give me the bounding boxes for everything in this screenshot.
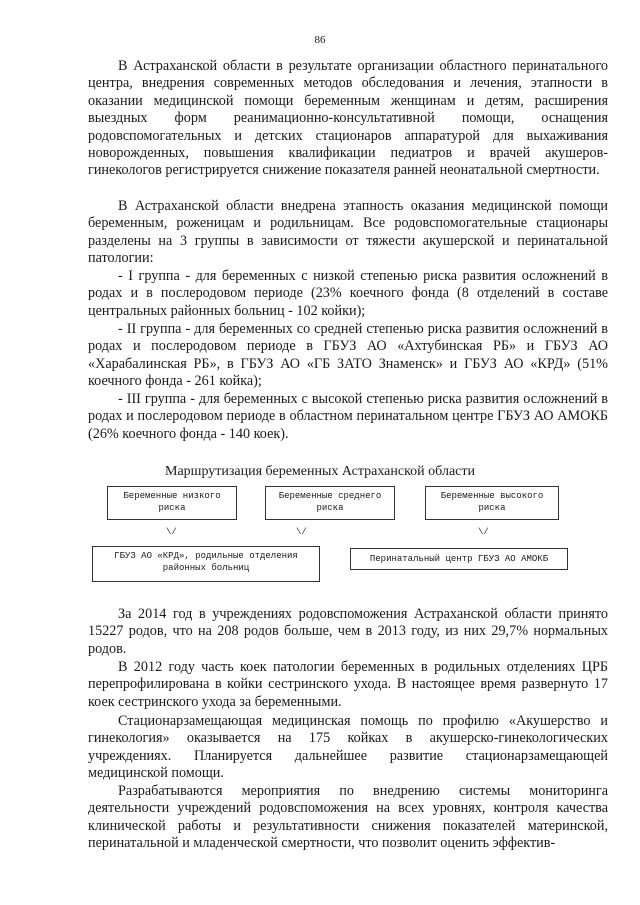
paragraph-intro: В Астраханской области в результате организации областного перинатального центра, внедрения современных методов обследования и лечения, этапности в оказании медицинской помощи беременным женщинам и детям, расширения выездных форм реанимационно-консультативной помощи, оснащения родовспомогательных и детских стационаров аппаратурой для выхаживания новорожденных, повышения квалификации педиатров и врачей акушеров-гинекологов регистрируется снижение показателя ранней неонатальной смертности.	[88, 58, 608, 179]
arrow-mid: \/	[296, 527, 307, 537]
arrow-high: \/	[478, 527, 489, 537]
paragraph-group-1: - I группа - для беременных с низкой степенью риска развития осложнений в родах и в послеродовом периоде (23% коечного фонда (8 отделений в составе центральных районных больниц - 102 койки);	[88, 268, 608, 319]
paragraph-day-care: Стационарзамещающая медицинская помощь по профилю «Акушерство и гинекология» оказывается на 175 койках в акушерско-гинекологических учреждениях. Планируется дальнейшее развитие стационарзамещающей медицинской помощи.	[88, 713, 608, 782]
arrow-low: \/	[166, 527, 177, 537]
paragraph-group-2: - II группа - для беременных со средней степенью риска развития осложнений в родах и послеродовом периоде в ГБУЗ АО «Ахтубинская РБ» и ГБУЗ АО «Харабалинская РБ», в ГБУЗ АО «ГБ ЗАТО Знаменск» и ГБУЗ АО «КРД» (51% коечного фонда - 261 койка);	[88, 321, 608, 390]
paragraph-group-3: - III группа - для беременных с высокой степенью риска развития осложнений в родах и послеродовом периоде в областном перинатальном центре ГБУЗ АО АМОКБ (26% коечного фонда - 140 коек).	[88, 391, 608, 442]
box-krd-district: ГБУЗ АО «КРД», родильные отделения районных больниц	[92, 546, 320, 582]
box-perinatal-center: Перинатальный центр ГБУЗ АО АМОКБ	[350, 548, 568, 570]
paragraph-nursing-beds: В 2012 году часть коек патологии беременных в родильных отделениях ЦРБ перепрофилирована в койки сестринского ухода. В настоящее время развернуто 17 коек сестринского ухода за беременными.	[88, 659, 608, 710]
box-low-risk: Беременные низкого риска	[107, 486, 237, 520]
page-number: 86	[314, 34, 326, 46]
box-medium-risk: Беременные среднего риска	[265, 486, 395, 520]
paragraph-births-2014: За 2014 год в учреждениях родовспоможения Астраханской области принято 15227 родов, что на 208 родов больше, чем в 2013 году, из них 29,7% нормальных родов.	[88, 606, 608, 657]
paragraph-staging: В Астраханской области внедрена этапность оказания медицинской помощи беременным, роженицам и родильницам. Все родовспомогательные стационары разделены на 3 группы в зависимости от тяжести акушерской и перинатальной патологии:	[88, 198, 608, 267]
paragraph-monitoring: Разрабатываются мероприятия по внедрению системы мониторинга деятельности учреждений родовспоможения на всех уровнях, контроля качества клинической работы и результативности снижения показателей материнской, перинатальной и младенческой смертности, что позволит оценить эффектив-	[88, 783, 608, 852]
diagram-title: Маршрутизация беременных Астраханской области	[165, 464, 475, 479]
box-high-risk: Беременные высокого риска	[425, 486, 559, 520]
